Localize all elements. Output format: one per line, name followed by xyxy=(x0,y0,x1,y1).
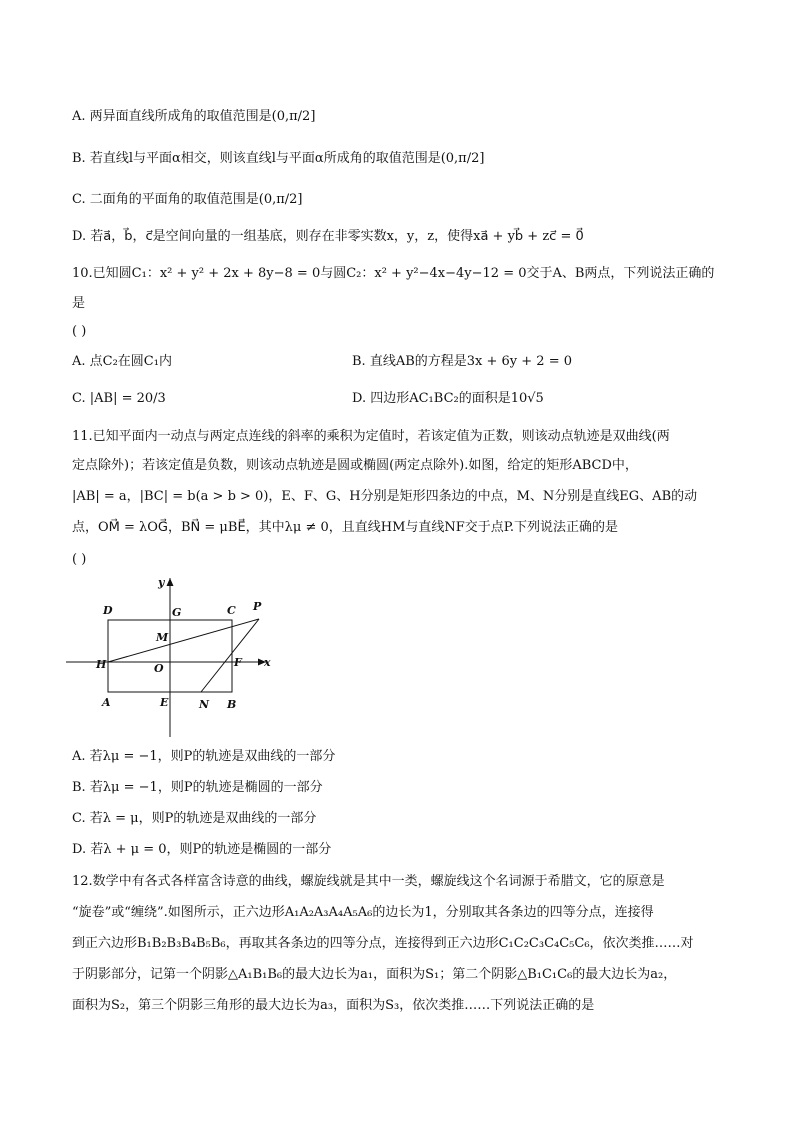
q10-option-a: A. 点C₂在圆C₁内 xyxy=(72,354,172,369)
label-e: E xyxy=(160,696,169,709)
q11-paren: ( ) xyxy=(72,552,87,567)
label-m: M xyxy=(156,631,169,644)
q10-paren: ( ) xyxy=(72,324,87,339)
q11-stem-line4: 点，OM⃗ = λOG⃗，BN⃗ = μBE⃗，其中λμ ≠ 0，且直线HM与直线NF交于点P.下列说法正确的是 xyxy=(72,520,619,535)
label-n: N xyxy=(199,698,210,711)
q9-option-a: A. 两异面直线所成角的取值范围是(0,π/2] xyxy=(72,109,316,124)
q11-stem-line2: 定点除外)；若该定值是负数，则该动点轨迹是圆或椭圆(两定点除外).如图，给定的矩形ABCD中， xyxy=(72,458,638,473)
q9-option-b: B. 若直线l与平面α相交，则该直线l与平面α所成角的取值范围是(0,π/2] xyxy=(72,151,485,166)
label-f: F xyxy=(234,656,242,669)
label-y: y xyxy=(158,576,165,589)
y-axis-arrow xyxy=(167,578,174,586)
label-b: B xyxy=(227,698,237,711)
label-d: D xyxy=(103,604,113,617)
label-x: x xyxy=(264,656,271,669)
q11-stem-line3: |AB| = a，|BC| = b(a > b > 0)，E、F、G、H分别是矩形四条边的中点，M、N分别是直线EG、AB的动 xyxy=(72,489,698,504)
q11-stem-line1: 11.已知平面内一动点与两定点连线的斜率的乘积为定值时，若该定值为正数，则该动点轨迹是双曲线(两 xyxy=(72,429,670,444)
q12-line1: 12.数学中有各式各样富含诗意的曲线，螺旋线就是其中一类，螺旋线这个名词源于希腊文，它的原意是 xyxy=(72,874,665,889)
q11-option-b: B. 若λμ = −1，则P的轨迹是椭圆的一部分 xyxy=(72,780,323,795)
q11-option-d: D. 若λ + μ = 0，则P的轨迹是椭圆的一部分 xyxy=(72,842,332,857)
label-a: A xyxy=(102,696,111,709)
q12-line2: “旋卷”或“缠绕”.如图所示，正六边形A₁A₂A₃A₄A₅A₆的边长为1，分别取其各条边的四等分点，连接得 xyxy=(72,905,654,920)
label-p: P xyxy=(253,600,262,613)
q11-option-a: A. 若λμ = −1，则P的轨迹是双曲线的一部分 xyxy=(72,749,336,764)
q10-option-c: C. |AB| = 20/3 xyxy=(72,391,166,406)
q12-line4: 于阴影部分，记第一个阴影△A₁B₁B₆的最大边长为a₁，面积为S₁；第二个阴影△B₁C₁C₆的最大边长为a₂， xyxy=(72,967,677,982)
q12-line3: 到正六边形B₁B₂B₃B₄B₅B₆，再取其各条边的四等分点，连接得到正六边形C₁C₂C₃C₄C₅C₆，依次类推……对 xyxy=(72,936,694,951)
label-g: G xyxy=(172,606,182,619)
q11-option-c: C. 若λ = μ，则P的轨迹是双曲线的一部分 xyxy=(72,811,317,826)
q10-stem: 10.已知圆C₁：x² + y² + 2x + 8y−8 = 0与圆C₂：x² + y²−4x−4y−12 = 0交于A、B两点，下列说法正确的是 xyxy=(72,266,715,311)
label-h: H xyxy=(96,658,107,671)
q9-option-c: C. 二面角的平面角的取值范围是(0,π/2] xyxy=(72,192,303,207)
q10-option-b: B. 直线AB的方程是3x + 6y + 2 = 0 xyxy=(352,354,572,369)
q10-option-d: D. 四边形AC₁BC₂的面积是10√5 xyxy=(352,391,544,406)
q9-option-d: D. 若a⃗，b⃗，c⃗是空间向量的一组基底，则存在非零实数x，y，z，使得xa⃗ + yb⃗ + zc⃗ = 0⃗ xyxy=(72,229,584,244)
label-c: C xyxy=(227,604,236,617)
rectangle-figure xyxy=(66,572,286,742)
label-o: O xyxy=(154,662,164,675)
line-np xyxy=(201,619,259,692)
q12-line5: 面积为S₂，第三个阴影三角形的最大边长为a₃，面积为S₃，依次类推……下列说法正确的是 xyxy=(72,998,595,1013)
